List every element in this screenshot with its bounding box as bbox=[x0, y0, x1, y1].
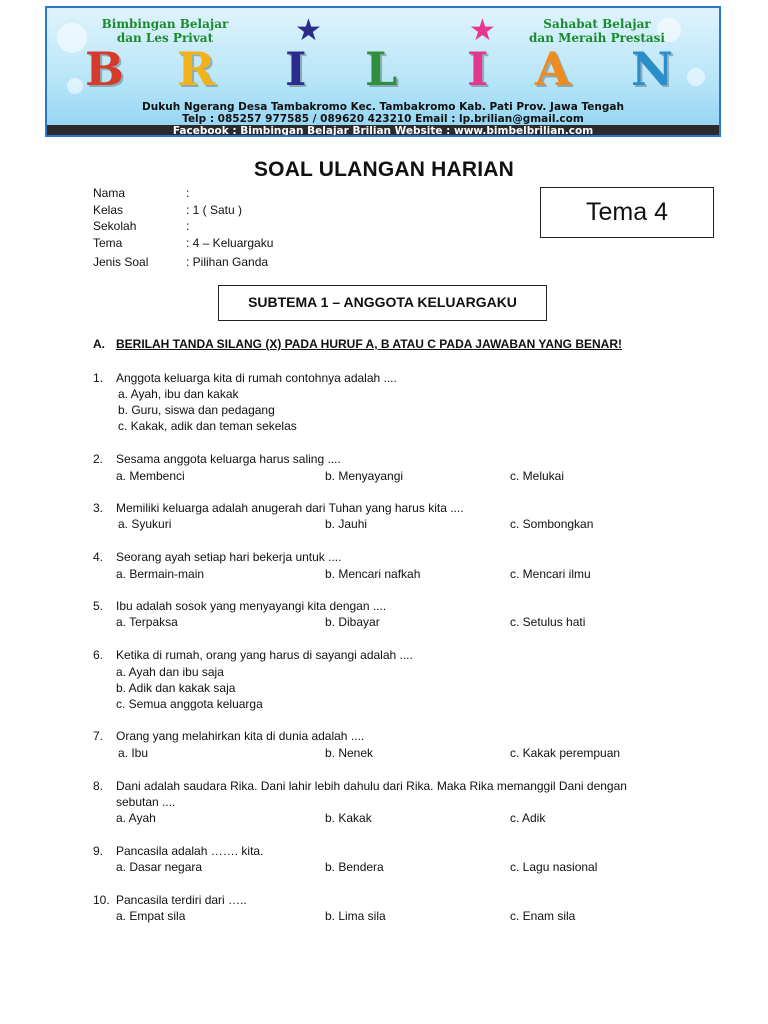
answer-option: a. Ayah dan ibu saja bbox=[116, 665, 224, 679]
question-text: Memiliki keluarga adalah anugerah dari Tuhan yang harus kita .... bbox=[116, 501, 464, 515]
question-text: Orang yang melahirkan kita di dunia adalah .... bbox=[116, 729, 365, 743]
field-label-sekolah: Sekolah bbox=[93, 219, 137, 233]
field-value-kelas: : 1 ( Satu ) bbox=[186, 203, 243, 217]
answer-option: b. Mencari nafkah bbox=[325, 567, 421, 581]
question-text: Ketika di rumah, orang yang harus di sayangi adalah .... bbox=[116, 648, 413, 662]
subtema-box: SUBTEMA 1 – ANGGOTA KELUARGAKU bbox=[218, 285, 547, 321]
answer-option: a. Ibu bbox=[118, 746, 149, 760]
banner-social: Facebook : Bimbingan Belajar Brilian Website : www.bimbelbrilian.com bbox=[47, 125, 719, 137]
answer-option: b. Adik dan kakak saja bbox=[116, 681, 236, 695]
tagline-right-line: Sahabat Belajar bbox=[543, 17, 651, 31]
question-number: 7. bbox=[93, 729, 104, 743]
answer-option: c. Kakak, adik dan teman sekelas bbox=[118, 419, 297, 433]
logo-letter: R bbox=[177, 42, 216, 96]
banner-address: Dukuh Ngerang Desa Tambakromo Kec. Tambakromo Kab. Pati Prov. Jawa Tengah bbox=[142, 101, 624, 113]
instruction-label: A. bbox=[93, 337, 105, 351]
tagline-left-line: dan Les Privat bbox=[116, 31, 214, 45]
question-number: 3. bbox=[93, 501, 104, 515]
tagline-left bbox=[85, 17, 245, 45]
field-value-tema: : 4 – Keluarga​ku bbox=[186, 236, 274, 250]
logo-letter: I bbox=[285, 42, 307, 96]
question-text: Seorang ayah setiap hari bekerja untuk .... bbox=[116, 550, 342, 564]
answer-option: c. Semua anggota keluarga bbox=[116, 697, 263, 711]
star-icon: ★ bbox=[469, 14, 496, 47]
answer-option: a. Ayah, ibu dan kakak bbox=[118, 387, 239, 401]
field-label-kelas: Kelas bbox=[93, 203, 124, 217]
question-number: 1. bbox=[93, 371, 104, 385]
answer-option: b. Nenek bbox=[325, 746, 374, 760]
answer-option: a. Ayah bbox=[116, 811, 156, 825]
page-title: SOAL ULANGAN HARIAN bbox=[253, 158, 515, 181]
answer-option: c. Setulus hati bbox=[510, 615, 586, 629]
logo-letter: L bbox=[365, 42, 398, 96]
question-text: Dani adalah saudara Rika. Dani lahir lebih dahulu dari Rika. Maka Rika memanggil Dani dengan bbox=[116, 779, 627, 793]
banner-contact: Telp : 085257 977585 / 089620 423210 Email : lp.brilian@gmail.com bbox=[182, 113, 584, 125]
question-text-continued: sebutan .... bbox=[116, 795, 176, 809]
logo-letter: I bbox=[467, 42, 489, 96]
answer-option: c. Mencari ilmu bbox=[510, 567, 591, 581]
question-number: 9. bbox=[93, 844, 104, 858]
question-text: Ibu adalah sosok yang menyayangi kita dengan .... bbox=[116, 599, 387, 613]
question-number: 10. bbox=[93, 893, 110, 907]
field-value-nama: : bbox=[186, 186, 190, 200]
answer-option: a. Empat sila bbox=[116, 909, 186, 923]
answer-option: b. Menyayangi bbox=[325, 469, 404, 483]
answer-option: c. Enam sila bbox=[510, 909, 576, 923]
question-text: Pancasila terdiri dari ….. bbox=[116, 893, 247, 907]
question-number: 4. bbox=[93, 550, 104, 564]
answer-option: a. Membenci bbox=[116, 469, 185, 483]
instruction-text: BERILAH TANDA SILANG (X) PADA HURUF A, B ATAU C PADA JAWABAN YANG BENAR! bbox=[116, 337, 622, 351]
question-text: Pancasila adalah ……. kita. bbox=[116, 844, 264, 858]
answer-option: a. Terpaksa bbox=[116, 615, 178, 629]
answer-option: b. Dibayar bbox=[325, 615, 380, 629]
answer-option: c. Sombongkan bbox=[510, 517, 594, 531]
bubble-decoration bbox=[687, 68, 705, 86]
field-label-tema: Tema bbox=[93, 236, 123, 250]
question-number: 2. bbox=[93, 452, 104, 466]
logo-letter: B bbox=[85, 42, 124, 96]
answer-option: a. Bermain-main bbox=[116, 567, 205, 581]
question-text: Sesama anggota keluarga harus saling .... bbox=[116, 452, 341, 466]
field-value-jenis-soal: : Pilihan Ganda bbox=[186, 255, 269, 269]
field-value-sekolah: : bbox=[186, 219, 190, 233]
answer-option: c. Adik bbox=[510, 811, 546, 825]
answer-option: a. Syukuri bbox=[118, 517, 172, 531]
answer-option: c. Lagu nasional bbox=[510, 860, 598, 874]
bubble-decoration bbox=[57, 23, 87, 53]
answer-option: a. Dasar negara bbox=[116, 860, 203, 874]
question-number: 8. bbox=[93, 779, 104, 793]
star-icon: ★ bbox=[295, 14, 322, 47]
tagline-right-line: dan Meraih Prestasi bbox=[529, 31, 665, 45]
logo-letter: N bbox=[631, 42, 674, 96]
tagline-left-line: Bimbingan Belajar bbox=[101, 17, 229, 31]
field-label-jenis-soal: Jenis Soal bbox=[93, 255, 149, 269]
question-text: Anggota keluarga kita di rumah contohnya adalah .... bbox=[116, 371, 397, 385]
question-number: 6. bbox=[93, 648, 104, 662]
answer-option: b. Jauhi bbox=[325, 517, 368, 531]
tagline-right bbox=[517, 17, 677, 45]
answer-option: b. Bendera bbox=[325, 860, 384, 874]
answer-option: b. Lima sila bbox=[325, 909, 386, 923]
tema-box: Tema 4 bbox=[540, 187, 714, 238]
logo-letter: A bbox=[535, 42, 571, 96]
question-number: 5. bbox=[93, 599, 104, 613]
field-label-nama: Nama bbox=[93, 186, 126, 200]
answer-option: c. Kakak perempuan bbox=[510, 746, 621, 760]
header-banner bbox=[45, 6, 721, 137]
answer-option: b. Guru, siswa dan pedagang bbox=[118, 403, 275, 417]
bubble-decoration bbox=[67, 78, 83, 94]
answer-option: b. Kakak bbox=[325, 811, 372, 825]
answer-option: c. Melukai bbox=[510, 469, 565, 483]
